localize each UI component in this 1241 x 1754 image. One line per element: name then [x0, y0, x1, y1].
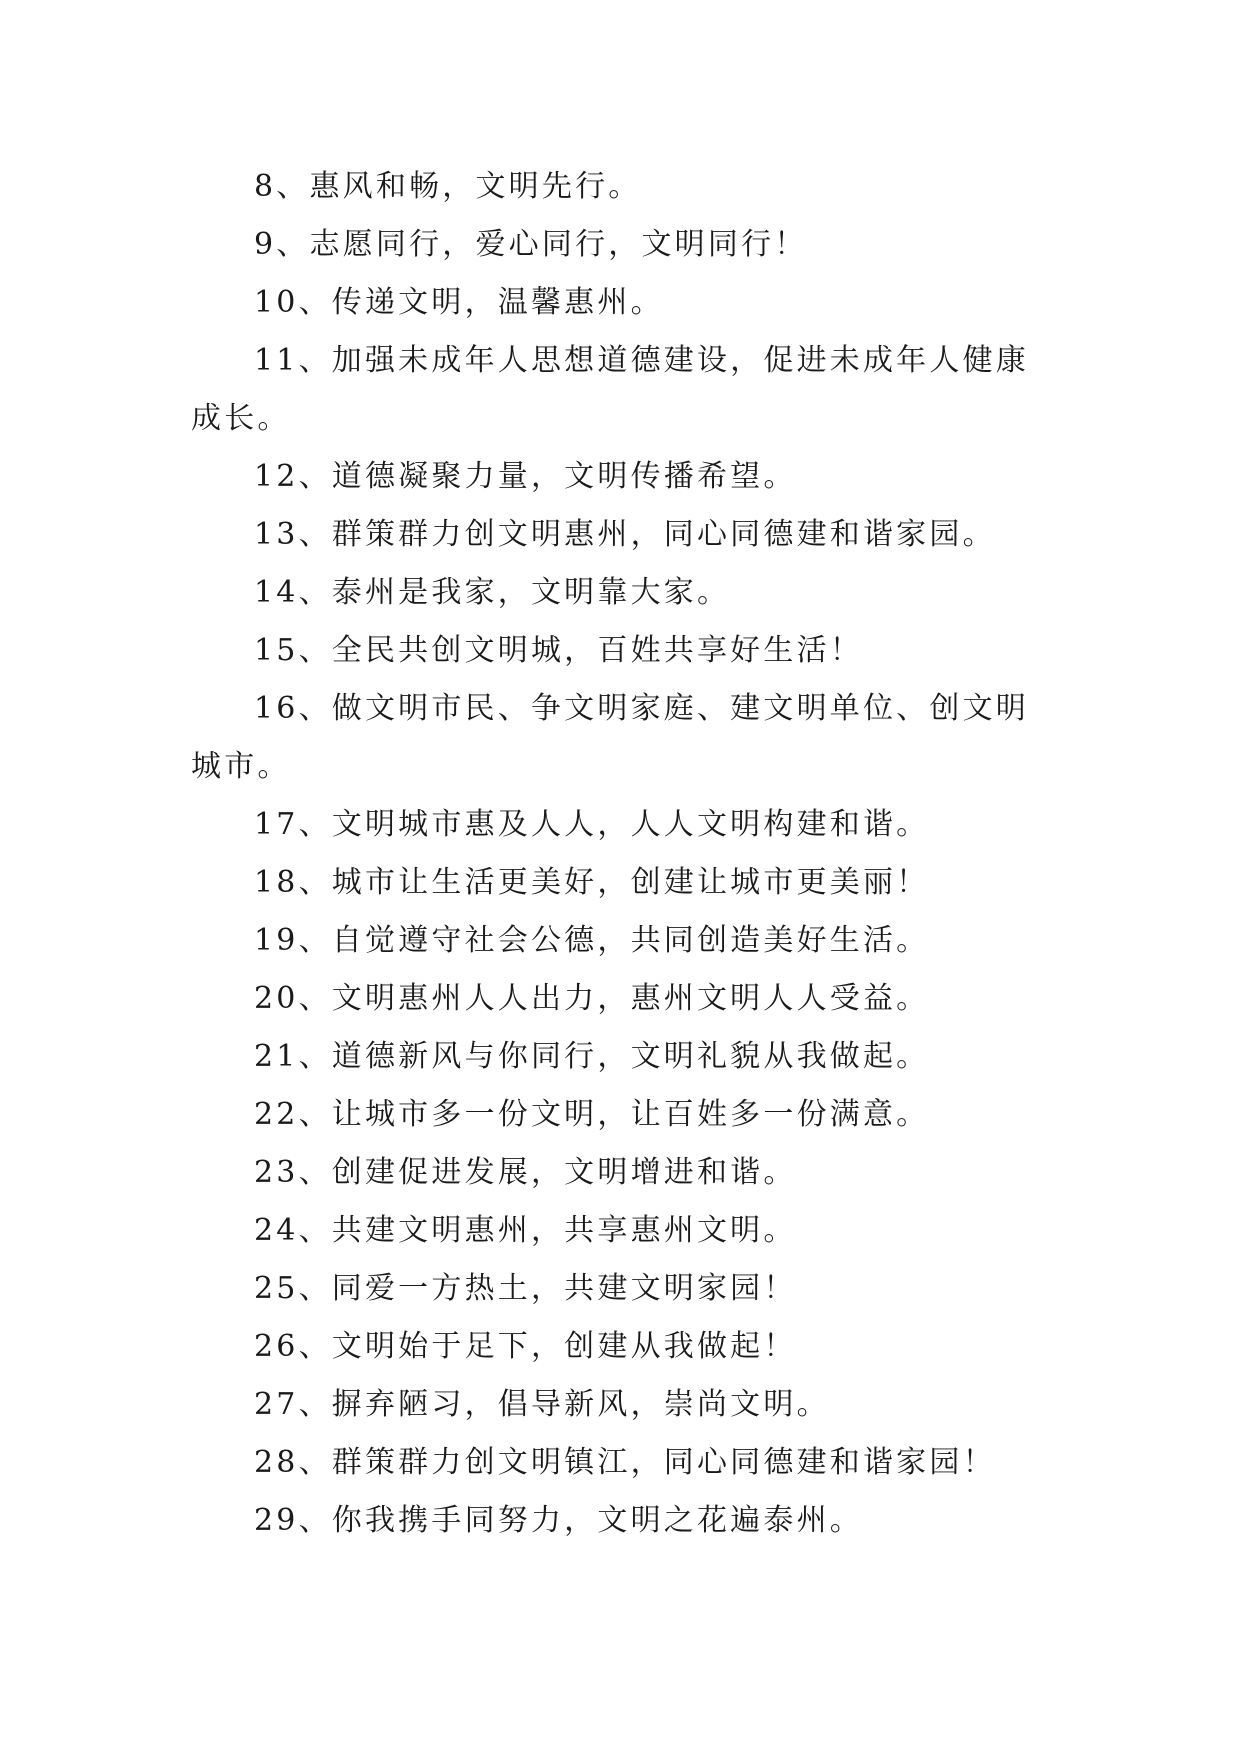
slogan-paragraph: 15、全民共创文明城，百姓共享好生活！	[254, 633, 863, 668]
slogan-paragraph: 17、文明城市惠及人人，人人文明构建和谐。	[254, 807, 930, 842]
slogan-paragraph: 8、惠风和畅，文明先行。	[254, 169, 642, 204]
slogan-paragraph: 27、摒弃陋习，倡导新风，崇尚文明。	[254, 1387, 830, 1422]
slogan-paragraph: 25、同爱一方热土，共建文明家园！	[254, 1271, 797, 1306]
slogan-paragraph: 14、泰州是我家，文明靠大家。	[254, 575, 731, 610]
slogan-paragraph: 29、你我携手同努力，文明之花遍泰州。	[254, 1503, 863, 1538]
document-body	[191, 158, 1051, 1550]
slogan-paragraph: 28、群策群力创文明镇江，同心同德建和谐家园！	[254, 1445, 996, 1480]
slogan-paragraph: 13、群策群力创文明惠州，同心同德建和谐家园。	[254, 517, 996, 552]
slogan-paragraph: 24、共建文明惠州，共享惠州文明。	[254, 1213, 797, 1248]
slogan-paragraph: 19、自觉遵守社会公德，共同创造美好生活。	[254, 923, 930, 958]
slogan-paragraph: 21、道德新风与你同行，文明礼貌从我做起。	[254, 1039, 930, 1074]
slogan-paragraph: 16、做文明市民、争文明家庭、建文明单位、创文明城市。	[191, 691, 1029, 784]
slogan-paragraph: 18、城市让生活更美好，创建让城市更美丽！	[254, 865, 930, 900]
slogan-paragraph: 23、创建促进发展，文明增进和谐。	[254, 1155, 797, 1190]
slogan-paragraph: 12、道德凝聚力量，文明传播希望。	[254, 459, 797, 494]
slogan-paragraph: 10、传递文明，温馨惠州。	[254, 285, 664, 320]
slogan-paragraph: 22、让城市多一份文明，让百姓多一份满意。	[254, 1097, 930, 1132]
slogan-paragraph: 11、加强未成年人思想道德建设，促进未成年人健康成长。	[191, 343, 1029, 436]
slogan-paragraph: 26、文明始于足下，创建从我做起！	[254, 1329, 797, 1364]
slogan-paragraph: 9、志愿同行，爱心同行，文明同行！	[254, 227, 808, 262]
slogan-paragraph: 20、文明惠州人人出力，惠州文明人人受益。	[254, 981, 930, 1016]
